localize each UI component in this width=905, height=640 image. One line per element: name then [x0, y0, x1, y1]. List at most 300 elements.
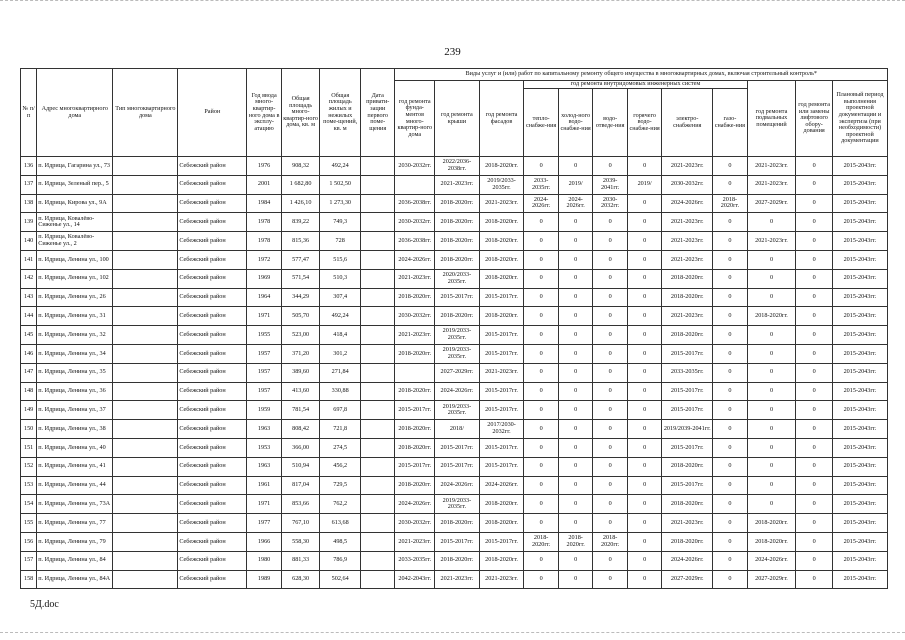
cell-roof: 2015-2017гг. — [435, 288, 480, 307]
cell-res: 492,24 — [320, 157, 361, 176]
table-row — [21, 326, 888, 345]
cell-n: 142 — [21, 269, 37, 288]
cell-priv — [360, 288, 395, 307]
cell-sewer: 0 — [593, 382, 628, 401]
cell-addr: п. Идрица, Ленина ул., 26 — [37, 288, 113, 307]
cell-res: 721,8 — [320, 420, 361, 439]
cell-n: 150 — [21, 420, 37, 439]
cell-facade: 2015-2017гг. — [479, 288, 524, 307]
cell-type — [113, 326, 178, 345]
cell-hot: 0 — [627, 514, 662, 533]
cell-type — [113, 269, 178, 288]
cell-base: 2027-2029гг. — [747, 194, 796, 213]
cell-elec: 2018-2020гг. — [662, 269, 713, 288]
cell-lift: 0 — [796, 250, 833, 269]
cell-heat: 0 — [524, 232, 559, 251]
cell-total: 853,66 — [281, 495, 320, 514]
cell-addr: п. Идрица, Кирова ул., 9А — [37, 194, 113, 213]
cell-hot: 0 — [627, 382, 662, 401]
cell-addr: п. Идрица, Ленина ул., 37 — [37, 401, 113, 420]
cell-year: 1978 — [247, 213, 282, 232]
cell-year: 1977 — [247, 514, 282, 533]
cell-lift: 0 — [796, 344, 833, 363]
cell-dist: Себежский район — [178, 532, 247, 551]
cell-dist: Себежский район — [178, 401, 247, 420]
cell-year: 1980 — [247, 551, 282, 570]
cell-plan: 2015-2043гг. — [832, 495, 887, 514]
cell-elec: 2018-2020гг. — [662, 326, 713, 345]
cell-heat: 2033-2035гг. — [524, 175, 559, 194]
cell-base: 2018-2020гг. — [747, 307, 796, 326]
cell-fund: 2030-2032гг. — [395, 213, 435, 232]
table-row — [21, 307, 888, 326]
cell-base: 0 — [747, 213, 796, 232]
cell-sewer: 0 — [593, 232, 628, 251]
cell-hot: 0 — [627, 551, 662, 570]
header-hot: горячего водо-снабже-ния — [627, 89, 662, 157]
cell-cold: 2024-2026гг. — [558, 194, 593, 213]
cell-fund: 2018-2020гг. — [395, 344, 435, 363]
cell-type — [113, 532, 178, 551]
cell-fund: 2021-2023гг. — [395, 269, 435, 288]
cell-dist: Себежский район — [178, 570, 247, 589]
cell-priv — [360, 269, 395, 288]
cell-fund: 2018-2020гг. — [395, 438, 435, 457]
cell-cold: 0 — [558, 269, 593, 288]
cell-total: 371,20 — [281, 344, 320, 363]
cell-roof: 2024-2026гг. — [435, 476, 480, 495]
cell-type — [113, 363, 178, 382]
table-body — [21, 157, 888, 589]
cell-addr: п. Идрица, Ковалёво-Сиженье ул., 14 — [37, 213, 113, 232]
cell-sewer: 2018-2020гг. — [593, 532, 628, 551]
scan-edge-top — [0, 0, 905, 2]
cell-dist: Себежский район — [178, 438, 247, 457]
cell-heat: 0 — [524, 438, 559, 457]
cell-dist: Себежский район — [178, 326, 247, 345]
cell-sewer: 0 — [593, 363, 628, 382]
cell-elec: 2018-2020гг. — [662, 495, 713, 514]
cell-total: 815,36 — [281, 232, 320, 251]
cell-base: 0 — [747, 495, 796, 514]
cell-res: 271,84 — [320, 363, 361, 382]
cell-priv — [360, 344, 395, 363]
cell-sewer: 0 — [593, 326, 628, 345]
cell-dist: Себежский район — [178, 514, 247, 533]
cell-sewer: 0 — [593, 401, 628, 420]
table-row — [21, 232, 888, 251]
cell-dist: Себежский район — [178, 213, 247, 232]
header-sewer: водо-отведе-ния — [593, 89, 628, 157]
cell-hot: 0 — [627, 476, 662, 495]
cell-priv — [360, 457, 395, 476]
cell-roof: 2015-2017гг. — [435, 438, 480, 457]
cell-heat: 0 — [524, 514, 559, 533]
cell-heat: 2024-2026гг. — [524, 194, 559, 213]
table-row — [21, 420, 888, 439]
cell-elec: 2033-2035гг. — [662, 363, 713, 382]
cell-n: 143 — [21, 288, 37, 307]
cell-facade: 2021-2023гг. — [479, 570, 524, 589]
cell-gas: 0 — [713, 232, 748, 251]
cell-total: 817,04 — [281, 476, 320, 495]
cell-gas: 0 — [713, 307, 748, 326]
cell-gas: 0 — [713, 157, 748, 176]
cell-roof: 2018-2020гг. — [435, 213, 480, 232]
cell-priv — [360, 175, 395, 194]
cell-total: 505,70 — [281, 307, 320, 326]
capital-repair-table — [20, 68, 888, 589]
cell-heat: 0 — [524, 250, 559, 269]
table-row — [21, 438, 888, 457]
cell-total: 366,00 — [281, 438, 320, 457]
header-elec: электро-снабжения — [662, 89, 713, 157]
cell-n: 141 — [21, 250, 37, 269]
cell-priv — [360, 213, 395, 232]
cell-hot: 0 — [627, 288, 662, 307]
cell-n: 140 — [21, 232, 37, 251]
cell-heat: 2018-2020гг. — [524, 532, 559, 551]
cell-total: 1 426,10 — [281, 194, 320, 213]
cell-total: 558,30 — [281, 532, 320, 551]
cell-n: 138 — [21, 194, 37, 213]
cell-res: 786,9 — [320, 551, 361, 570]
cell-roof: 2018-2020гг. — [435, 551, 480, 570]
cell-total: 344,29 — [281, 288, 320, 307]
cell-fund: 2018-2020гг. — [395, 476, 435, 495]
cell-hot: 0 — [627, 420, 662, 439]
cell-cold: 2019/ — [558, 175, 593, 194]
cell-heat: 0 — [524, 363, 559, 382]
cell-elec: 2018-2020гг. — [662, 532, 713, 551]
cell-n: 154 — [21, 495, 37, 514]
cell-plan: 2015-2043гг. — [832, 476, 887, 495]
cell-res: 510,3 — [320, 269, 361, 288]
cell-sewer: 0 — [593, 457, 628, 476]
cell-fund: 2018-2020гг. — [395, 382, 435, 401]
cell-total: 808,42 — [281, 420, 320, 439]
cell-cold: 0 — [558, 514, 593, 533]
cell-year: 1961 — [247, 476, 282, 495]
cell-elec: 2015-2017гг. — [662, 438, 713, 457]
cell-elec: 2021-2023гг. — [662, 307, 713, 326]
cell-fund: 2030-2032гг. — [395, 157, 435, 176]
cell-hot: 0 — [627, 194, 662, 213]
cell-n: 144 — [21, 307, 37, 326]
cell-type — [113, 213, 178, 232]
cell-year: 1953 — [247, 438, 282, 457]
cell-base: 0 — [747, 457, 796, 476]
cell-hot: 0 — [627, 250, 662, 269]
cell-cold: 0 — [558, 438, 593, 457]
cell-addr: п. Идрица, Ленина ул., 77 — [37, 514, 113, 533]
cell-sewer: 0 — [593, 250, 628, 269]
cell-cold: 0 — [558, 551, 593, 570]
header-year: Год ввода много-квартир-ного дома в эксплу-атацию — [247, 69, 282, 157]
header-systems-group: год ремонта внутридомовых инженерных систем — [524, 81, 747, 89]
header-basement: год ремонта подвальных помещений — [747, 81, 796, 157]
table-row — [21, 175, 888, 194]
cell-lift: 0 — [796, 401, 833, 420]
table-header — [21, 69, 888, 157]
cell-sewer: 2039-2041гг. — [593, 175, 628, 194]
cell-lift: 0 — [796, 570, 833, 589]
cell-n: 136 — [21, 157, 37, 176]
cell-base: 2027-2029гг. — [747, 570, 796, 589]
cell-cold: 0 — [558, 288, 593, 307]
header-works-group: Виды услуг и (или) работ по капитальному ремонту общего имущества в многоквартирных домах, включая строительный контроль* — [395, 69, 888, 81]
cell-addr: п. Идрица, Ленина ул., 100 — [37, 250, 113, 269]
cell-year: 2001 — [247, 175, 282, 194]
cell-facade: 2015-2017гг. — [479, 438, 524, 457]
cell-gas: 0 — [713, 476, 748, 495]
cell-dist: Себежский район — [178, 307, 247, 326]
cell-hot: 0 — [627, 213, 662, 232]
cell-dist: Себежский район — [178, 344, 247, 363]
cell-res: 515,6 — [320, 250, 361, 269]
cell-priv — [360, 232, 395, 251]
cell-addr: п. Идрица, Ленина ул., 84 — [37, 551, 113, 570]
cell-hot: 0 — [627, 157, 662, 176]
table-row — [21, 514, 888, 533]
cell-dist: Себежский район — [178, 232, 247, 251]
cell-lift: 0 — [796, 213, 833, 232]
cell-res: 728 — [320, 232, 361, 251]
cell-n: 158 — [21, 570, 37, 589]
cell-dist: Себежский район — [178, 495, 247, 514]
cell-roof: 2018-2020гг. — [435, 232, 480, 251]
table-row — [21, 250, 888, 269]
cell-plan: 2015-2043гг. — [832, 344, 887, 363]
cell-heat: 0 — [524, 344, 559, 363]
cell-sewer: 0 — [593, 307, 628, 326]
cell-facade: 2017/2030-2032гг. — [479, 420, 524, 439]
cell-cold: 0 — [558, 457, 593, 476]
table-row — [21, 344, 888, 363]
cell-plan: 2015-2043гг. — [832, 382, 887, 401]
cell-type — [113, 551, 178, 570]
cell-fund: 2015-2017гг. — [395, 457, 435, 476]
cell-total: 571,54 — [281, 269, 320, 288]
cell-hot: 0 — [627, 438, 662, 457]
cell-heat: 0 — [524, 157, 559, 176]
cell-cold: 0 — [558, 250, 593, 269]
cell-type — [113, 344, 178, 363]
cell-dist: Себежский район — [178, 194, 247, 213]
cell-dist: Себежский район — [178, 250, 247, 269]
cell-total: 510,94 — [281, 457, 320, 476]
cell-sewer: 0 — [593, 551, 628, 570]
cell-total: 839,22 — [281, 213, 320, 232]
cell-fund: 2021-2023гг. — [395, 326, 435, 345]
cell-heat: 0 — [524, 476, 559, 495]
cell-dist: Себежский район — [178, 420, 247, 439]
footer-filename: 5Д.doc — [30, 599, 59, 610]
cell-elec: 2018-2020гг. — [662, 457, 713, 476]
cell-plan: 2015-2043гг. — [832, 551, 887, 570]
cell-plan: 2015-2043гг. — [832, 307, 887, 326]
cell-fund: 2042-2043гг. — [395, 570, 435, 589]
cell-plan: 2015-2043гг. — [832, 232, 887, 251]
cell-n: 145 — [21, 326, 37, 345]
cell-base: 0 — [747, 326, 796, 345]
cell-fund: 2024-2026гг. — [395, 250, 435, 269]
cell-sewer: 0 — [593, 213, 628, 232]
cell-type — [113, 438, 178, 457]
cell-cold: 0 — [558, 363, 593, 382]
cell-addr: п. Идрица, Зеленый пер., 5 — [37, 175, 113, 194]
cell-hot: 0 — [627, 232, 662, 251]
cell-base: 2018-2020гг. — [747, 514, 796, 533]
cell-base: 0 — [747, 288, 796, 307]
cell-year: 1989 — [247, 570, 282, 589]
cell-plan: 2015-2043гг. — [832, 213, 887, 232]
cell-dist: Себежский район — [178, 551, 247, 570]
cell-hot: 0 — [627, 307, 662, 326]
cell-plan: 2015-2043гг. — [832, 326, 887, 345]
cell-n: 153 — [21, 476, 37, 495]
cell-n: 146 — [21, 344, 37, 363]
cell-sewer: 0 — [593, 476, 628, 495]
cell-hot: 0 — [627, 457, 662, 476]
cell-addr: п. Идрица, Ленина ул., 84А — [37, 570, 113, 589]
cell-year: 1971 — [247, 307, 282, 326]
cell-fund: 2015-2017гг. — [395, 401, 435, 420]
cell-fund: 2024-2026гг. — [395, 495, 435, 514]
cell-cold: 0 — [558, 213, 593, 232]
cell-priv — [360, 326, 395, 345]
cell-gas: 0 — [713, 363, 748, 382]
cell-facade: 2015-2017гг. — [479, 532, 524, 551]
table-row — [21, 363, 888, 382]
cell-elec: 2021-2023гг. — [662, 514, 713, 533]
cell-elec: 2021-2023гг. — [662, 213, 713, 232]
cell-cold: 0 — [558, 476, 593, 495]
cell-heat: 0 — [524, 570, 559, 589]
cell-lift: 0 — [796, 307, 833, 326]
cell-type — [113, 401, 178, 420]
cell-addr: п. Идрица, Ленина ул., 34 — [37, 344, 113, 363]
cell-gas: 0 — [713, 326, 748, 345]
cell-sewer: 0 — [593, 438, 628, 457]
cell-sewer: 0 — [593, 514, 628, 533]
table-row — [21, 288, 888, 307]
cell-res: 330,88 — [320, 382, 361, 401]
cell-gas: 0 — [713, 175, 748, 194]
cell-lift: 0 — [796, 232, 833, 251]
cell-sewer: 0 — [593, 344, 628, 363]
cell-lift: 0 — [796, 532, 833, 551]
cell-gas: 0 — [713, 213, 748, 232]
cell-total: 1 682,80 — [281, 175, 320, 194]
cell-roof: 2019/2033-2035гг. — [435, 326, 480, 345]
cell-n: 137 — [21, 175, 37, 194]
cell-priv — [360, 532, 395, 551]
cell-priv — [360, 570, 395, 589]
cell-base: 2018-2020гг. — [747, 532, 796, 551]
cell-total: 523,00 — [281, 326, 320, 345]
cell-dist: Себежский район — [178, 382, 247, 401]
cell-lift: 0 — [796, 326, 833, 345]
cell-fund: 2030-2032гг. — [395, 307, 435, 326]
cell-priv — [360, 363, 395, 382]
cell-res: 762,2 — [320, 495, 361, 514]
cell-facade: 2015-2017гг. — [479, 401, 524, 420]
cell-gas: 0 — [713, 495, 748, 514]
cell-priv — [360, 194, 395, 213]
cell-fund: 2033-2035гг. — [395, 551, 435, 570]
cell-facade: 2019/2033-2035гг. — [479, 175, 524, 194]
cell-addr: п. Идрица, Ленина ул., 73А — [37, 495, 113, 514]
cell-year: 1957 — [247, 363, 282, 382]
cell-fund: 2018-2020гг. — [395, 420, 435, 439]
cell-type — [113, 307, 178, 326]
header-district: Район — [178, 69, 247, 157]
header-heat: тепло-снабже-ния — [524, 89, 559, 157]
cell-res: 502,64 — [320, 570, 361, 589]
cell-type — [113, 514, 178, 533]
cell-type — [113, 288, 178, 307]
cell-cold: 0 — [558, 157, 593, 176]
cell-lift: 0 — [796, 194, 833, 213]
cell-addr: п. Идрица, Ленина ул., 44 — [37, 476, 113, 495]
cell-elec: 2015-2017гг. — [662, 382, 713, 401]
cell-hot: 0 — [627, 532, 662, 551]
cell-priv — [360, 438, 395, 457]
cell-base: 2021-2023гг. — [747, 232, 796, 251]
cell-sewer: 0 — [593, 288, 628, 307]
cell-gas: 0 — [713, 288, 748, 307]
cell-gas: 0 — [713, 457, 748, 476]
cell-plan: 2015-2043гг. — [832, 401, 887, 420]
cell-year: 1966 — [247, 532, 282, 551]
cell-dist: Себежский район — [178, 157, 247, 176]
cell-year: 1976 — [247, 157, 282, 176]
cell-elec: 2021-2023гг. — [662, 250, 713, 269]
cell-base: 0 — [747, 382, 796, 401]
header-type: Тип многоквартирного дома — [113, 69, 178, 157]
cell-n: 149 — [21, 401, 37, 420]
cell-cold: 0 — [558, 495, 593, 514]
cell-res: 307,4 — [320, 288, 361, 307]
cell-res: 1 502,50 — [320, 175, 361, 194]
cell-plan: 2015-2043гг. — [832, 363, 887, 382]
cell-elec: 2015-2017гг. — [662, 401, 713, 420]
table-row — [21, 194, 888, 213]
cell-cold: 0 — [558, 344, 593, 363]
cell-lift: 0 — [796, 157, 833, 176]
cell-roof: 2024-2026гг. — [435, 382, 480, 401]
header-res-area: Общая площадь жилых и нежилых поме-щений, кв. м — [320, 69, 361, 157]
cell-n: 148 — [21, 382, 37, 401]
header-priv-date: Дата привати-зации первого поме-щения — [360, 69, 395, 157]
cell-sewer: 0 — [593, 420, 628, 439]
cell-gas: 0 — [713, 401, 748, 420]
cell-cold: 2018-2020гг. — [558, 532, 593, 551]
cell-gas: 0 — [713, 514, 748, 533]
cell-fund — [395, 363, 435, 382]
cell-elec: 2015-2017гг. — [662, 344, 713, 363]
cell-elec: 2021-2023гг. — [662, 157, 713, 176]
cell-plan: 2015-2043гг. — [832, 514, 887, 533]
cell-gas: 0 — [713, 250, 748, 269]
cell-hot: 2019/ — [627, 175, 662, 194]
cell-type — [113, 175, 178, 194]
cell-total: 413,60 — [281, 382, 320, 401]
cell-fund: 2036-2038гг. — [395, 194, 435, 213]
cell-res: 749,3 — [320, 213, 361, 232]
cell-base: 0 — [747, 363, 796, 382]
